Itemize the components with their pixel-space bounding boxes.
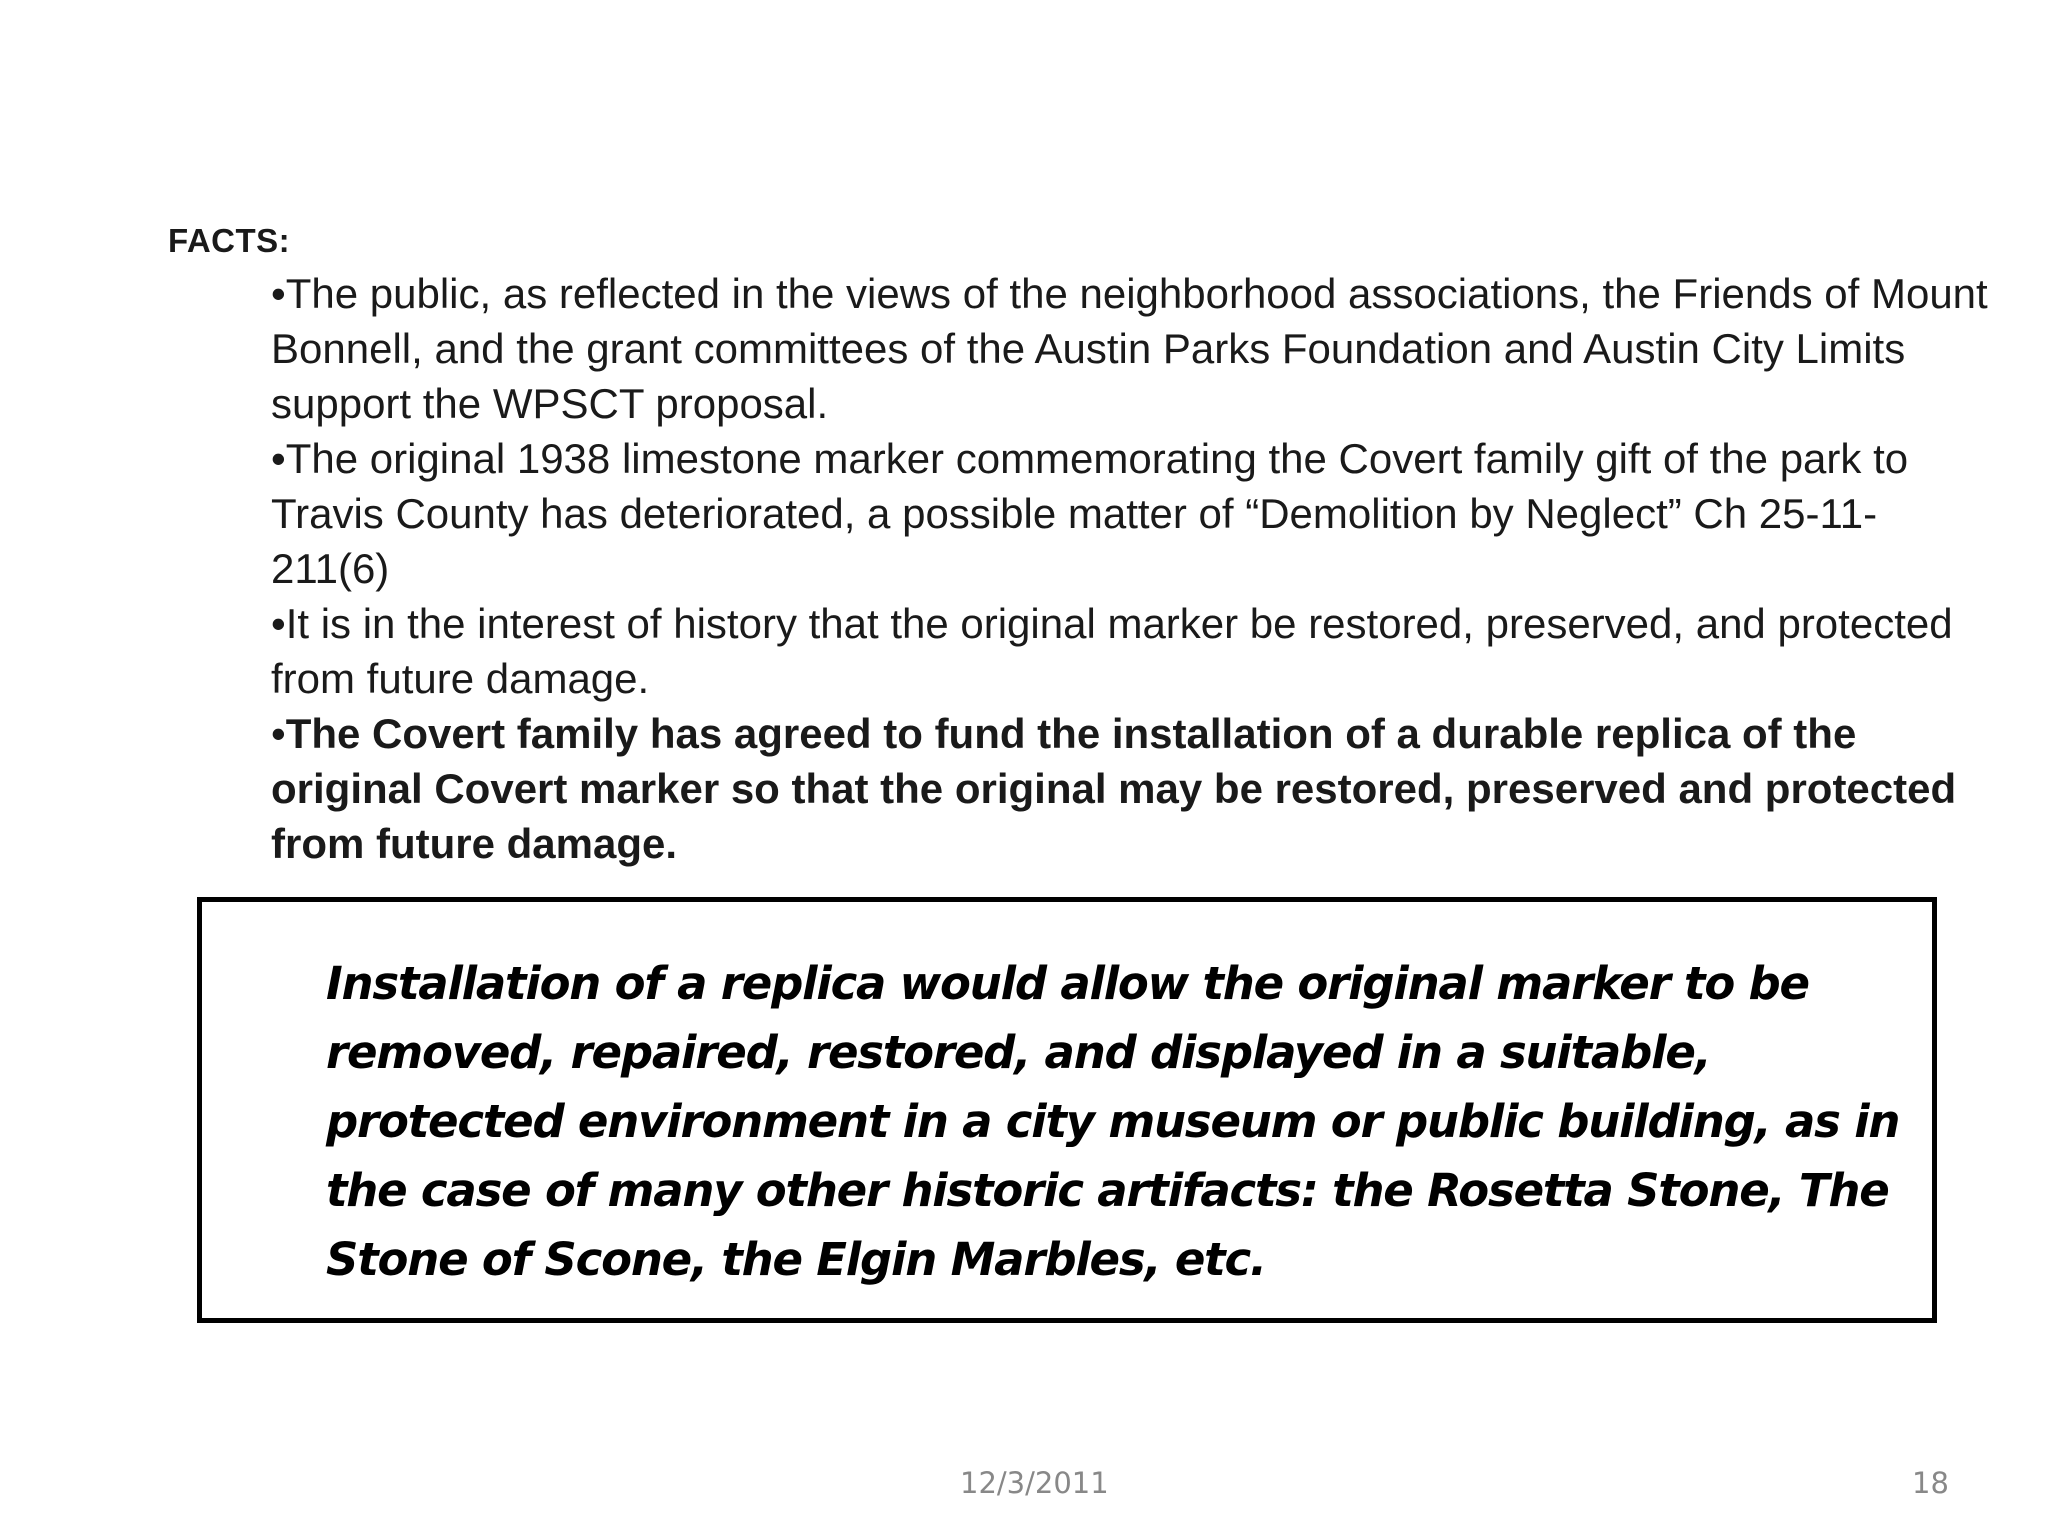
facts-heading: FACTS: [168, 222, 291, 259]
fact-text: It is in the interest of history that the original marker be restored, preserved, and protected from future damage. [271, 600, 1953, 702]
quote-text: Installation of a replica would allow the original marker to be removed, repaired, restored, and displayed in a suitable, protected environment in a city museum or public building, as in the case of many other historic artifacts: the Rosetta Stone, The Stone of Scone, the Elgin Marbles, etc. [326, 957, 1900, 1286]
fact-item [271, 431, 1991, 596]
fact-item-emphasized [271, 706, 1991, 871]
quote-box [197, 897, 1937, 1323]
fact-item [271, 596, 1991, 706]
footer-date: 12/3/2011 [960, 1466, 1109, 1500]
footer-page-number: 18 [1912, 1466, 1949, 1500]
bullet-icon: • [271, 710, 286, 757]
bullet-icon: • [271, 600, 286, 647]
facts-list [271, 266, 1991, 871]
bullet-icon: • [271, 270, 286, 317]
fact-text: The Covert family has agreed to fund the installation of a durable replica of the original Covert marker so that the original may be restored, preserved and protected from future damage. [271, 710, 1957, 867]
fact-text: The original 1938 limestone marker commemorating the Covert family gift of the park to Travis County has deteriorated, a possible matter of “Demolition by Neglect” Ch 25-11-211(6) [271, 435, 1909, 592]
bullet-icon: • [271, 435, 286, 482]
fact-item [271, 266, 1991, 431]
fact-text: The public, as reflected in the views of the neighborhood associations, the Friends of Mount Bonnell, and the grant committees of the Austin Parks Foundation and Austin City Limits support the WPSCT proposal. [271, 270, 1988, 427]
